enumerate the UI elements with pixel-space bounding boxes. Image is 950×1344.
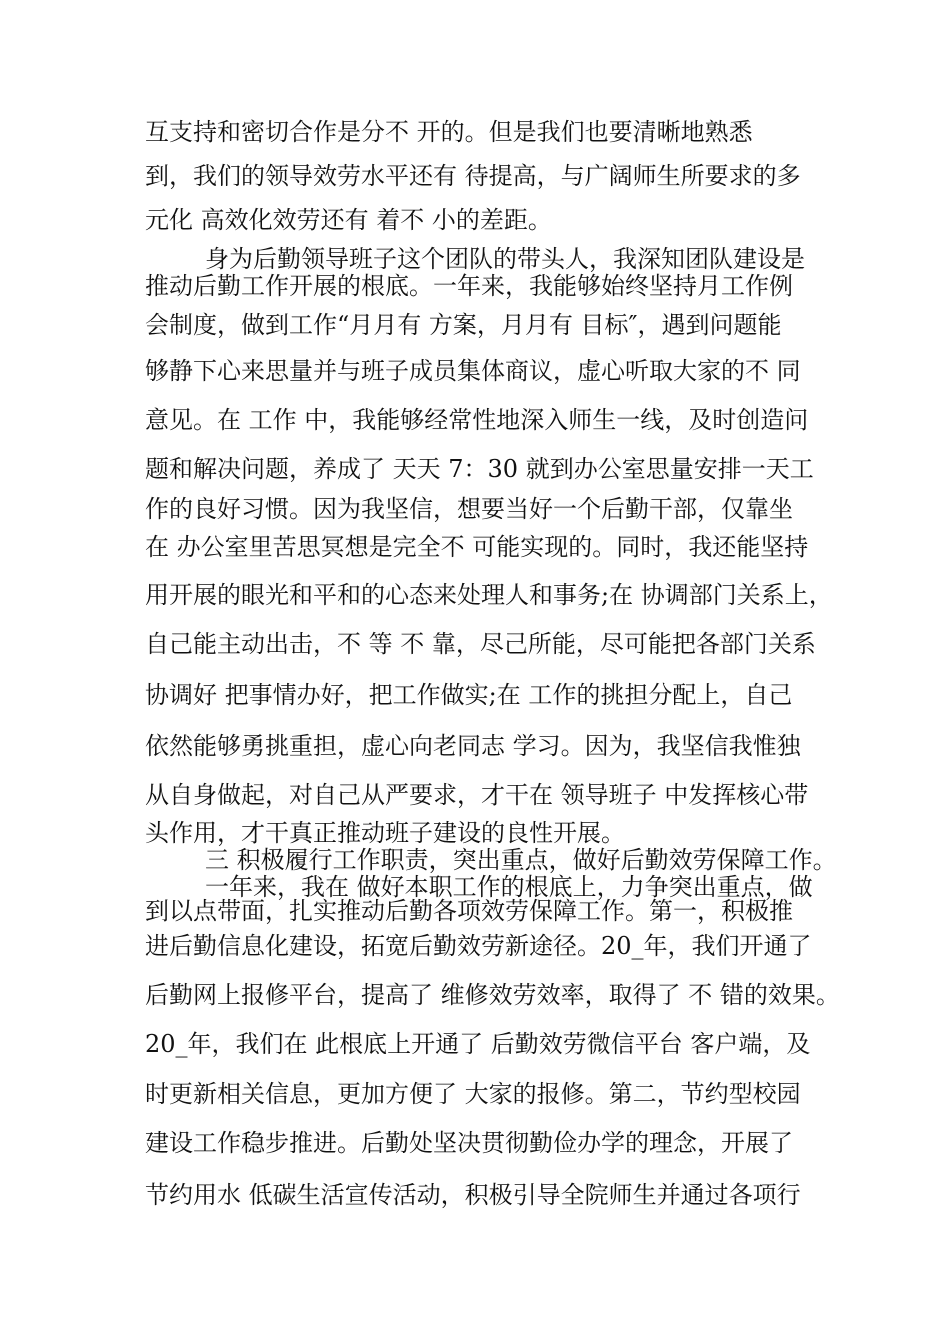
- text-line: 在 办公室里苦思冥想是完全不 可能实现的。同时，我还能坚持: [145, 533, 809, 561]
- text-line: 用开展的眼光和平和的心态来处理人和事务;在 协调部门关系上，: [145, 581, 833, 609]
- text-line: 20_年，我们在 此根底上开通了 后勤效劳微信平台 客户端，及: [145, 1030, 811, 1058]
- text-line: 时更新相关信息，更加方便了 大家的报修。第二，节约型校园: [145, 1080, 801, 1108]
- text-line: 三 积极履行工作职责，突出重点，做好后勤效劳保障工作。: [205, 846, 837, 874]
- text-line: 节约用水 低碳生活宣传活动，积极引导全院师生并通过各项行: [145, 1181, 801, 1209]
- text-line: 到，我们的领导效劳水平还有 待提高，与广阔师生所要求的多: [145, 162, 801, 190]
- text-line: 题和解决问题，养成了 天天 7：30 就到办公室思量安排一天工: [145, 455, 814, 483]
- text-line: 互支持和密切合作是分不 开的。但是我们也要清晰地熟悉: [145, 118, 753, 146]
- text-line: 够静下心来思量并与班子成员集体商议，虚心听取大家的不 同: [145, 357, 801, 385]
- text-line: 一年来，我在 做好本职工作的根底上，力争突出重点，做: [205, 873, 813, 901]
- text-line: 身为后勤领导班子这个团队的带头人，我深知团队建设是: [205, 245, 805, 273]
- text-line: 建设工作稳步推进。后勤处坚决贯彻勤俭办学的理念，开展了: [145, 1129, 793, 1157]
- text-line: 到以点带面，扎实推动后勤各项效劳保障工作。第一，积极推: [145, 897, 793, 925]
- text-line: 作的良好习惯。因为我坚信，想要当好一个后勤干部，仅靠坐: [145, 495, 793, 523]
- text-line: 后勤网上报修平台，提高了 维修效劳效率，取得了 不 错的效果。: [145, 981, 840, 1009]
- text-line: 会制度，做到工作“月月有 方案，月月有 目标″，遇到问题能: [145, 311, 782, 339]
- text-line: 进后勤信息化建设，拓宽后勤效劳新途径。20_年，我们开通了: [145, 932, 812, 960]
- text-line: 意见。在 工作 中，我能够经常性地深入师生一线，及时创造问: [145, 406, 809, 434]
- text-line: 头作用，才干真正推动班子建设的良性开展。: [145, 819, 625, 847]
- text-line: 依然能够勇挑重担，虚心向老同志 学习。因为，我坚信我惟独: [145, 732, 801, 760]
- text-line: 协调好 把事情办好，把工作做实;在 工作的挑担分配上，自己: [145, 681, 793, 709]
- text-line: 元化 高效化效劳还有 着不 小的差距。: [145, 206, 552, 234]
- text-line: 推动后勤工作开展的根底。一年来，我能够始终坚持月工作例: [145, 272, 793, 300]
- text-line: 从自身做起，对自己从严要求，才干在 领导班子 中发挥核心带: [145, 781, 809, 809]
- text-line: 自己能主动出击，不 等 不 靠，尽己所能，尽可能把各部门关系: [145, 630, 816, 658]
